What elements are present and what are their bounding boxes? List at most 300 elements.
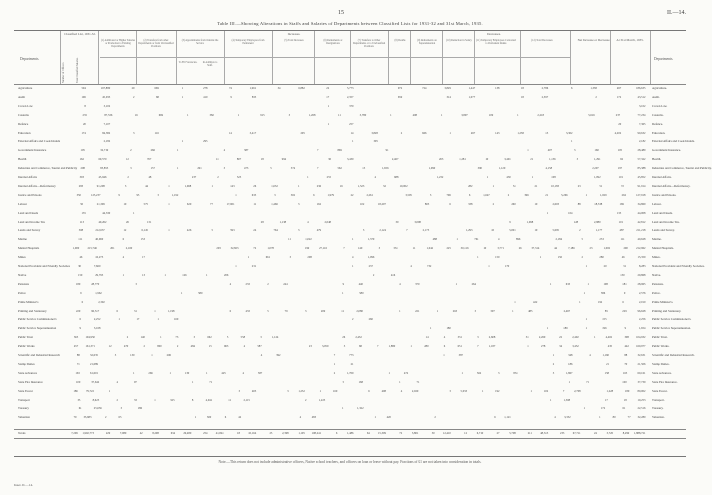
table-cell: 160 bbox=[594, 148, 599, 153]
table-cell: 100 bbox=[622, 379, 627, 384]
table-cell: 1 bbox=[593, 335, 596, 340]
department-name: Police bbox=[18, 290, 26, 295]
table-cell: 225 bbox=[446, 246, 451, 251]
table-row bbox=[14, 372, 686, 377]
table-cell: 1,138 bbox=[279, 219, 287, 224]
table-cell: 77 bbox=[210, 201, 213, 206]
table-row bbox=[14, 353, 695, 359]
table-cell: 835 bbox=[251, 94, 257, 99]
table-cell: 1 bbox=[191, 379, 194, 384]
department-name-right: Native. bbox=[652, 272, 662, 277]
table-cell: 160 bbox=[173, 317, 179, 322]
table-row bbox=[14, 238, 686, 243]
table-cell: 6 bbox=[79, 317, 81, 322]
table-cell: 1,709 bbox=[346, 370, 354, 375]
department-name: National Provident and Friendly Societies bbox=[18, 264, 70, 268]
department-name: Printing and Stationery bbox=[18, 308, 47, 313]
table-cell: 1,177 bbox=[595, 228, 603, 233]
table-row bbox=[14, 203, 686, 208]
table-cell: 14 bbox=[228, 130, 232, 135]
table-cell: 168 bbox=[358, 379, 363, 384]
table-cell: 237 bbox=[191, 175, 197, 179]
table-row bbox=[14, 149, 686, 154]
table-cell: 44 bbox=[554, 246, 557, 251]
table-cell: 3,780 bbox=[359, 112, 367, 117]
table-cell: 91 bbox=[385, 148, 389, 153]
totals-cell: 64 bbox=[366, 431, 370, 435]
table-cell: 4 bbox=[122, 255, 125, 260]
table-cell: 2,115 bbox=[243, 397, 250, 402]
table-cell: 370 bbox=[349, 103, 354, 108]
table-cell: 50 bbox=[80, 201, 84, 206]
table-cell: 3 bbox=[297, 228, 300, 233]
table-cell: 16 bbox=[134, 112, 138, 117]
table-cell: 72 bbox=[620, 183, 624, 188]
table-row bbox=[14, 407, 686, 412]
table-cell: 393 bbox=[79, 175, 84, 179]
table-cell: 586 bbox=[600, 290, 606, 295]
department-name: Labour bbox=[18, 201, 27, 206]
totals-cell: 2,398 bbox=[282, 431, 289, 435]
table-cell: 562 bbox=[476, 370, 482, 375]
table-cell: 1 bbox=[410, 344, 412, 349]
table-cell: 167,880 bbox=[100, 86, 111, 90]
table-cell: 724 bbox=[422, 86, 427, 90]
table-cell: 6,145 bbox=[141, 228, 148, 233]
table-cell: 9 bbox=[80, 290, 82, 295]
table-cell: 392 bbox=[276, 353, 281, 357]
department-name: Internal Affairs—Reformatory bbox=[18, 183, 56, 188]
table-cell: 1,291 bbox=[594, 157, 601, 162]
table-cell: 1 bbox=[206, 370, 208, 375]
table-cell: 2 bbox=[267, 281, 269, 286]
table-cell: 525 bbox=[236, 175, 242, 179]
table-title: Table III.—Showing Alterations in Staffs and Salaries of Departments between Classified Lists for 1931-32 and 31st March, 1935. bbox=[217, 21, 483, 26]
table-cell: 1,156 bbox=[549, 157, 556, 162]
table-cell: 422 bbox=[533, 299, 538, 304]
table-cell: 2,124 bbox=[379, 228, 386, 233]
table-cell: 382 bbox=[209, 112, 214, 117]
table-cell: 575 bbox=[143, 201, 148, 206]
department-name-right: State Advances. bbox=[652, 370, 672, 375]
table-cell: 215,746 bbox=[87, 246, 97, 251]
totals-cell: 15,309 bbox=[377, 431, 386, 435]
department-name-right: Public Service Superannuation. bbox=[652, 326, 691, 331]
table-cell: 30 bbox=[395, 219, 399, 224]
table-cell: 7,107 bbox=[103, 121, 111, 126]
table-cell: 3,897 bbox=[461, 112, 468, 117]
department-name-right: Education. bbox=[652, 130, 666, 135]
table-cell: 5 bbox=[211, 228, 213, 233]
table-cell: 1 bbox=[154, 397, 156, 402]
table-cell: 295 bbox=[203, 139, 208, 144]
table-cell: 1 bbox=[333, 361, 336, 366]
totals-cell: 12 bbox=[464, 431, 468, 435]
table-row bbox=[14, 283, 686, 288]
table-cell: 1,232 bbox=[436, 175, 444, 179]
totals-cell: 634 bbox=[170, 431, 176, 435]
department-name-right: Public Service Commissioner's. bbox=[652, 317, 692, 322]
table-cell: 1 bbox=[160, 335, 162, 340]
table-cell: 1,523 bbox=[357, 183, 365, 188]
table-cell: 90,632 bbox=[637, 130, 646, 135]
department-name-right: Public Trust. bbox=[652, 335, 668, 340]
table-cell: 32,631 bbox=[637, 353, 646, 357]
table-cell: 266 bbox=[148, 370, 153, 375]
table-cell: 4,941 bbox=[205, 397, 213, 402]
table-cell: 140 bbox=[140, 335, 145, 340]
table-cell: 96,517 bbox=[91, 308, 100, 313]
table-row bbox=[14, 194, 686, 199]
department-name: Scientific and Industrial Research bbox=[18, 353, 60, 357]
table-row bbox=[14, 256, 686, 261]
table-cell: 61 bbox=[78, 406, 82, 411]
totals-cell: 211 bbox=[527, 431, 532, 435]
department-name-right: Justice and Prisons. bbox=[652, 192, 677, 197]
table-cell: 150 bbox=[620, 272, 625, 277]
table-row bbox=[14, 247, 686, 252]
table-cell: 5 bbox=[270, 166, 272, 171]
table-row bbox=[14, 274, 686, 279]
table-cell: 199 bbox=[304, 246, 310, 251]
table-cell: 1 bbox=[492, 183, 495, 188]
department-name: State Fire Insurance bbox=[18, 379, 43, 384]
table-cell: 1 bbox=[374, 415, 376, 420]
table-cell: 1 bbox=[168, 183, 170, 188]
table-cell: 767 bbox=[146, 157, 152, 162]
table-cell: 7 bbox=[343, 246, 345, 251]
table-cell: 12 bbox=[123, 228, 127, 233]
table-cell: 14 bbox=[350, 130, 354, 135]
department-name: Internal Affairs bbox=[18, 175, 37, 179]
table-cell: 18 bbox=[520, 86, 524, 90]
table-cell: 2 bbox=[127, 175, 129, 179]
table-cell: 263 bbox=[438, 157, 444, 162]
table-cell: 278 bbox=[203, 86, 208, 90]
table-cell: 426 bbox=[186, 228, 192, 233]
table-cell: 1 bbox=[552, 353, 555, 357]
table-cell: 15 bbox=[362, 166, 366, 171]
table-cell: 206 bbox=[166, 353, 171, 357]
table-cell: 365 bbox=[73, 335, 79, 340]
table-cell: 3,059 bbox=[321, 344, 329, 349]
table-cell: 6 bbox=[468, 192, 471, 197]
table-cell: 10,002 bbox=[399, 183, 408, 188]
table-cell: 237 bbox=[368, 264, 373, 268]
totals-cell: 5,708 bbox=[509, 431, 516, 435]
table-cell: 80 bbox=[612, 415, 616, 420]
table-cell: 186 bbox=[137, 406, 143, 411]
header-increases: Increases. bbox=[287, 32, 301, 36]
table-cell: 4,402 bbox=[605, 335, 613, 340]
table-cell: 307 bbox=[490, 308, 495, 313]
table-cell: 1 bbox=[399, 308, 401, 313]
table-cell: 3,430 bbox=[346, 157, 354, 162]
table-cell: 587 bbox=[257, 370, 263, 375]
table-cell: 17 bbox=[604, 397, 608, 402]
department-name: Native bbox=[18, 272, 27, 277]
table-cell: 79,722 bbox=[85, 388, 94, 393]
table-cell: 34 bbox=[559, 344, 563, 349]
table-cell: 42 bbox=[238, 415, 242, 420]
table-cell: 3,829 bbox=[444, 86, 451, 90]
table-cell: 170 bbox=[504, 264, 510, 268]
table-cell: 44,008 bbox=[637, 210, 646, 215]
table-cell: 5,695 bbox=[552, 228, 559, 233]
table-row bbox=[14, 301, 686, 306]
table-cell: 51 bbox=[512, 183, 516, 188]
table-cell: 1,867 bbox=[565, 370, 573, 375]
table-cell: 1,042 bbox=[426, 246, 434, 251]
table-cell: 1,379 bbox=[367, 237, 375, 242]
table-cell: 633 bbox=[565, 281, 571, 286]
department-name: Public Service Superannuation bbox=[18, 326, 57, 331]
table-cell: 97 bbox=[133, 379, 137, 384]
table-cell: 1 bbox=[585, 192, 588, 197]
totals-cell: 1,486 bbox=[346, 431, 354, 435]
department-name-right: Mental Hospitals. bbox=[652, 246, 674, 251]
table-cell: 113 bbox=[79, 219, 84, 224]
table-cell: 22 bbox=[559, 335, 563, 340]
department-name-right: Agriculture. bbox=[652, 86, 668, 90]
table-cell: 1 bbox=[440, 112, 443, 117]
header-group-7: (7) Transfers to Other Departments or to Unclassified Positions bbox=[352, 39, 386, 48]
table-cell: 111 bbox=[620, 237, 625, 242]
table-cell: 4 bbox=[307, 219, 309, 224]
table-cell: 26 bbox=[125, 219, 129, 224]
table-cell: 206 bbox=[224, 272, 229, 277]
table-cell: 7 bbox=[377, 344, 379, 349]
table-cell: 580 bbox=[198, 290, 203, 295]
table-cell: 180 bbox=[446, 326, 451, 331]
table-cell: 869 bbox=[337, 148, 342, 153]
table-cell: 61,601 bbox=[90, 370, 98, 375]
table-cell: 28,770 bbox=[91, 281, 100, 286]
table-cell: 1,258 bbox=[517, 130, 524, 135]
table-cell: 105 bbox=[80, 148, 85, 153]
table-cell: 3 bbox=[130, 166, 132, 171]
table-cell: 915 bbox=[260, 112, 265, 117]
table-cell: 43,512 bbox=[637, 94, 646, 99]
totals-cell: 29,480 bbox=[183, 431, 192, 435]
table-cell: 33 bbox=[133, 397, 137, 402]
table-cell: 169 bbox=[619, 201, 624, 206]
department-name-right: Health. bbox=[652, 157, 662, 162]
table-cell: 88 bbox=[76, 353, 80, 357]
table-cell: 5,266 bbox=[561, 192, 568, 197]
table-cell: 189 bbox=[563, 326, 568, 331]
table-cell: 472 bbox=[403, 370, 409, 375]
department-name: Mental Hospitals bbox=[18, 246, 40, 251]
header-group-11: (11) Temporary Employees Converted to Permanent Ranks bbox=[476, 39, 516, 45]
table-cell: 71 bbox=[209, 379, 213, 384]
table-cell: 3,452 bbox=[572, 344, 579, 349]
table-cell: 1 bbox=[247, 255, 250, 260]
header-group-4: (4) Temporary Employees from Permanent bbox=[231, 39, 265, 45]
table-cell: 7 bbox=[562, 388, 565, 393]
table-cell: 1 bbox=[390, 112, 392, 117]
table-cell: 11 bbox=[412, 246, 416, 251]
table-cell: 18,538 bbox=[594, 201, 603, 206]
table-cell: 1 bbox=[169, 370, 171, 375]
table-cell: 9 bbox=[342, 281, 345, 286]
table-cell: 293 bbox=[216, 246, 221, 251]
table-cell: 773 bbox=[349, 353, 354, 357]
table-row bbox=[14, 363, 686, 368]
table-cell: 85 bbox=[604, 308, 608, 313]
table-cell: 28,965 bbox=[637, 281, 646, 286]
table-cell: 1 bbox=[530, 388, 532, 393]
table-cell: 666 bbox=[422, 130, 427, 135]
table-cell: 22,516 bbox=[637, 406, 646, 411]
table-cell: 1,990 bbox=[428, 166, 436, 171]
totals-cell: 1,105 bbox=[298, 431, 305, 435]
totals-cell: 229 bbox=[105, 431, 111, 435]
table-cell: 22 bbox=[326, 86, 330, 90]
table-cell: 1,124 bbox=[271, 335, 279, 340]
table-cell: 11 bbox=[215, 157, 219, 162]
table-cell: 387 bbox=[458, 353, 463, 357]
header-group-12: (12) Total Decreases bbox=[531, 39, 553, 42]
table-cell: 3 bbox=[552, 370, 555, 375]
table-cell: 1 bbox=[235, 264, 237, 268]
table-row bbox=[14, 416, 686, 421]
table-cell: 2,182 bbox=[638, 139, 646, 144]
totals-cell: 6 bbox=[335, 431, 338, 435]
table-cell: 3 bbox=[274, 192, 276, 197]
table-row bbox=[14, 221, 686, 226]
table-cell: 348 bbox=[568, 353, 573, 357]
table-cell: 201 bbox=[110, 246, 115, 251]
table-cell: 4,202 bbox=[614, 130, 622, 135]
table-cell: 7,365 bbox=[638, 121, 646, 126]
table-cell: 28 bbox=[260, 219, 264, 224]
page-number: 15 bbox=[338, 10, 344, 16]
table-cell: 1,654 bbox=[638, 326, 646, 331]
table-cell: 70 bbox=[624, 361, 628, 366]
table-cell: 3,102 bbox=[103, 103, 111, 108]
department-name-right: Police. bbox=[652, 290, 661, 295]
department-name-right: Crown Law. bbox=[652, 103, 668, 108]
table-cell: 1 bbox=[307, 175, 309, 179]
table-cell: 3 bbox=[297, 201, 300, 206]
table-cell: 212,637 bbox=[95, 228, 105, 233]
table-cell: 221 bbox=[415, 308, 420, 313]
table-cell: 3 bbox=[238, 388, 240, 393]
table-cell: 12 bbox=[108, 344, 112, 349]
table-cell: 3,098 bbox=[414, 219, 421, 224]
table-cell: 1 bbox=[327, 103, 330, 108]
table-cell: 4 bbox=[400, 388, 403, 393]
header-group-1: (1) Additional or Higher Salaries or Promotion to Existing Departments bbox=[100, 39, 136, 48]
department-name: Land and Income Tax bbox=[18, 219, 45, 224]
table-cell: 45,946 bbox=[98, 175, 107, 179]
table-cell: 40,960 bbox=[95, 237, 104, 242]
department-name-right: Audit. bbox=[652, 94, 660, 99]
table-cell: 2 bbox=[116, 397, 118, 402]
table-cell: 8 bbox=[84, 103, 86, 108]
table-cell: 1,962 bbox=[95, 290, 102, 295]
department-name-right: Printing and Stationery. bbox=[652, 308, 682, 313]
table-cell: 34,869 bbox=[637, 201, 646, 206]
table-cell: 23 bbox=[589, 246, 593, 251]
table-cell: 504 bbox=[81, 86, 86, 90]
table-cell: 46 bbox=[621, 255, 625, 260]
table-cell: 1,192 bbox=[171, 192, 179, 197]
table-cell: 17 bbox=[136, 317, 140, 322]
department-name-right: Labour. bbox=[652, 201, 662, 206]
table-cell: 314 bbox=[446, 94, 451, 99]
table-row bbox=[14, 317, 692, 323]
table-cell: 1 bbox=[486, 175, 489, 179]
table-cell: 408 bbox=[381, 388, 386, 393]
table-cell: 6 bbox=[116, 308, 118, 313]
table-cell: 1 bbox=[181, 94, 184, 99]
table-cell: 5 bbox=[226, 335, 229, 340]
table-cell: 1 bbox=[133, 370, 135, 375]
department-name-right: Defence. bbox=[652, 121, 664, 126]
table-cell: 1 bbox=[151, 353, 153, 357]
table-cell: 6 bbox=[494, 415, 496, 420]
table-cell: 186 bbox=[73, 388, 78, 393]
department-name: Mines bbox=[18, 255, 26, 260]
table-cell: 21 bbox=[606, 361, 609, 366]
table-cell: 403 bbox=[251, 388, 257, 393]
table-cell: 1 bbox=[531, 175, 534, 179]
table-cell: 688 bbox=[394, 175, 399, 179]
table-cell: 963 bbox=[223, 344, 229, 349]
table-cell: 208 bbox=[307, 255, 312, 260]
table-cell: 2 bbox=[104, 415, 107, 420]
table-cell: 1,322 bbox=[357, 406, 364, 411]
table-cell: 3 bbox=[378, 246, 381, 251]
table-cell: 562 bbox=[337, 166, 342, 171]
table-cell: 407 bbox=[547, 148, 553, 153]
table-cell: 73 bbox=[175, 335, 179, 340]
table-cell: 208 bbox=[80, 166, 85, 171]
table-cell: 1,096 bbox=[367, 255, 375, 260]
table-cell: 161,371 bbox=[85, 344, 95, 349]
table-cell: 6 bbox=[81, 299, 84, 304]
table-cell: 803 bbox=[424, 201, 430, 206]
table-cell: 26 bbox=[342, 335, 346, 340]
table-note: Note.—This return does not include administrative officers, Native school teachers, and officers on loan or leave without pay. Fractions of £1 are not taken into consideration in totals. bbox=[218, 460, 482, 464]
table-cell: 3 bbox=[576, 157, 579, 162]
header-to-fill: To Fill Vacancies. bbox=[178, 61, 198, 64]
table-cell: 574 bbox=[290, 166, 296, 171]
table-cell: 1,120 bbox=[498, 166, 506, 171]
table-cell: 558 bbox=[240, 335, 246, 340]
table-cell: 1 bbox=[154, 308, 156, 313]
table-cell: 1,000 bbox=[72, 246, 80, 251]
table-cell: 2 bbox=[304, 397, 307, 402]
table-cell: 57,322 bbox=[637, 157, 646, 162]
table-cell: 60,161 bbox=[637, 370, 646, 375]
table-cell: 3 bbox=[477, 335, 479, 340]
department-name-right: Land and Income Tax. bbox=[652, 219, 680, 224]
table-cell: 211,218 bbox=[636, 228, 646, 233]
table-cell: 3 bbox=[449, 388, 451, 393]
table-cell: 79 bbox=[73, 415, 77, 420]
table-cell: 2 bbox=[492, 201, 495, 206]
table-cell: 4,158 bbox=[545, 166, 553, 171]
totals-cell: 1,888,721 bbox=[633, 431, 646, 435]
page-reference: II.—14. bbox=[667, 10, 686, 16]
table-cell: 1 bbox=[429, 326, 432, 331]
table-cell: 13 bbox=[545, 130, 549, 135]
table-row bbox=[14, 336, 686, 341]
table-cell: 7 bbox=[317, 166, 319, 171]
